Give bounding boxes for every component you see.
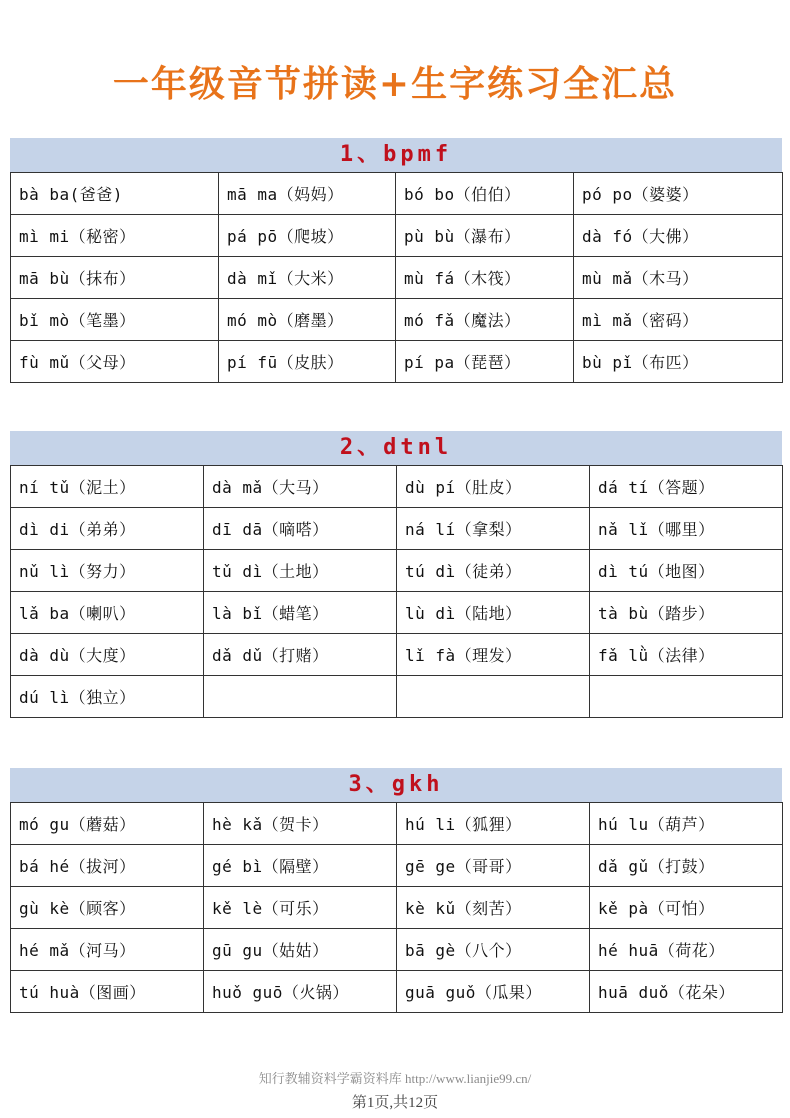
syllable-cell: gù kè（顾客） — [11, 887, 204, 929]
section-heading: 2、dtnl — [10, 431, 782, 465]
syllable-cell — [204, 676, 397, 718]
table-row — [11, 845, 783, 887]
syllable-cell: kě lè（可乐） — [204, 887, 397, 929]
table-row — [11, 466, 783, 508]
syllable-cell: gē ge（哥哥） — [397, 845, 590, 887]
section-gkh — [10, 768, 782, 1013]
syllable-cell: hú lu（葫芦） — [590, 803, 783, 845]
table-row — [11, 929, 783, 971]
table-row — [11, 634, 783, 676]
syllable-cell: fǎ lǜ（法律） — [590, 634, 783, 676]
syllable-cell: mì mǎ（密码） — [574, 299, 783, 341]
syllable-cell: mā ma（妈妈） — [219, 173, 396, 215]
syllable-cell: tú dì（徒弟） — [397, 550, 590, 592]
table-row — [11, 592, 783, 634]
syllable-cell: tǔ dì（土地） — [204, 550, 397, 592]
syllable-cell: hé mǎ（河马） — [11, 929, 204, 971]
syllable-cell: dà dù（大度） — [11, 634, 204, 676]
syllable-cell: hè kǎ（贺卡） — [204, 803, 397, 845]
section-heading: 1、bpmf — [10, 138, 782, 172]
syllable-cell: pí fū（皮肤） — [219, 341, 396, 383]
syllable-cell: pó po（婆婆） — [574, 173, 783, 215]
syllable-cell: huā duǒ（花朵） — [590, 971, 783, 1013]
syllable-cell: pí pa（琵琶） — [396, 341, 574, 383]
syllable-cell: kě pà（可怕） — [590, 887, 783, 929]
table-row — [11, 299, 783, 341]
table-row — [11, 887, 783, 929]
syllable-cell — [397, 676, 590, 718]
syllable-cell: bā gè（八个） — [397, 929, 590, 971]
table-row — [11, 676, 783, 718]
syllable-cell: tà bù（踏步） — [590, 592, 783, 634]
syllable-cell: mó mò（磨墨） — [219, 299, 396, 341]
syllable-cell: mù fá（木筏） — [396, 257, 574, 299]
syllable-cell: dǎ dǔ（打赌） — [204, 634, 397, 676]
table-row — [11, 257, 783, 299]
syllable-cell: là bǐ（蜡笔） — [204, 592, 397, 634]
syllable-cell: bó bo（伯伯） — [396, 173, 574, 215]
syllable-cell: mā bù（抹布） — [11, 257, 219, 299]
syllable-cell: dì di（弟弟） — [11, 508, 204, 550]
section-heading: 3、gkh — [10, 768, 782, 802]
table-row — [11, 173, 783, 215]
syllable-cell: gé bì（隔壁） — [204, 845, 397, 887]
syllable-cell: mó fǎ（魔法） — [396, 299, 574, 341]
table-row — [11, 341, 783, 383]
syllable-cell: dà mǐ（大米） — [219, 257, 396, 299]
syllable-cell: pá pō（爬坡） — [219, 215, 396, 257]
syllable-cell: dá tí（答题） — [590, 466, 783, 508]
syllable-table — [10, 802, 783, 1013]
syllable-cell: bǐ mò（笔墨） — [11, 299, 219, 341]
syllable-cell: dì tú（地图） — [590, 550, 783, 592]
syllable-cell: dà mǎ（大马） — [204, 466, 397, 508]
syllable-cell: fù mǔ（父母） — [11, 341, 219, 383]
syllable-cell: mù mǎ（木马） — [574, 257, 783, 299]
page-number: 第1页,共12页 — [351, 1095, 439, 1111]
table-row — [11, 215, 783, 257]
syllable-cell — [590, 676, 783, 718]
syllable-cell: dà fó（大佛） — [574, 215, 783, 257]
syllable-cell: gū gu（姑姑） — [204, 929, 397, 971]
syllable-cell: guā guǒ（瓜果） — [397, 971, 590, 1013]
syllable-cell: ní tǔ（泥土） — [11, 466, 204, 508]
syllable-cell: dù pí（肚皮） — [397, 466, 590, 508]
table-row — [11, 550, 783, 592]
table-row — [11, 508, 783, 550]
syllable-cell: dī dā（嘀嗒） — [204, 508, 397, 550]
syllable-cell: hú li（狐狸） — [397, 803, 590, 845]
syllable-cell: nǎ lǐ（哪里） — [590, 508, 783, 550]
syllable-cell: nǔ lì（努力） — [11, 550, 204, 592]
syllable-cell: lǐ fà（理发） — [397, 634, 590, 676]
syllable-cell: bà ba(爸爸) — [11, 173, 219, 215]
syllable-cell: pù bù（瀑布） — [396, 215, 574, 257]
table-row — [11, 971, 783, 1013]
syllable-cell: dǎ gǔ（打鼓） — [590, 845, 783, 887]
syllable-table — [10, 465, 783, 718]
source-footer: 知行教辅资料学霸资料库 http://www.lianjie99.cn/ — [258, 1071, 532, 1086]
syllable-table — [10, 172, 783, 383]
syllable-cell: bá hé（拔河） — [11, 845, 204, 887]
syllable-cell: ná lí（拿梨） — [397, 508, 590, 550]
table-row — [11, 803, 783, 845]
syllable-cell: lǎ ba（喇叭） — [11, 592, 204, 634]
syllable-cell: mì mi（秘密） — [11, 215, 219, 257]
section-dtnl — [10, 431, 782, 718]
page-title: 一年级音节拼读+生字练习全汇总 — [112, 63, 678, 105]
syllable-cell: hé huā（荷花） — [590, 929, 783, 971]
syllable-cell: dú lì（独立） — [11, 676, 204, 718]
syllable-cell: mó gu（蘑菇） — [11, 803, 204, 845]
section-bpmf — [10, 138, 782, 383]
syllable-cell: bù pǐ（布匹） — [574, 341, 783, 383]
syllable-cell: lù dì（陆地） — [397, 592, 590, 634]
syllable-cell: kè kǔ（刻苦） — [397, 887, 590, 929]
syllable-cell: tú huà（图画） — [11, 971, 204, 1013]
syllable-cell: huǒ guō（火锅） — [204, 971, 397, 1013]
